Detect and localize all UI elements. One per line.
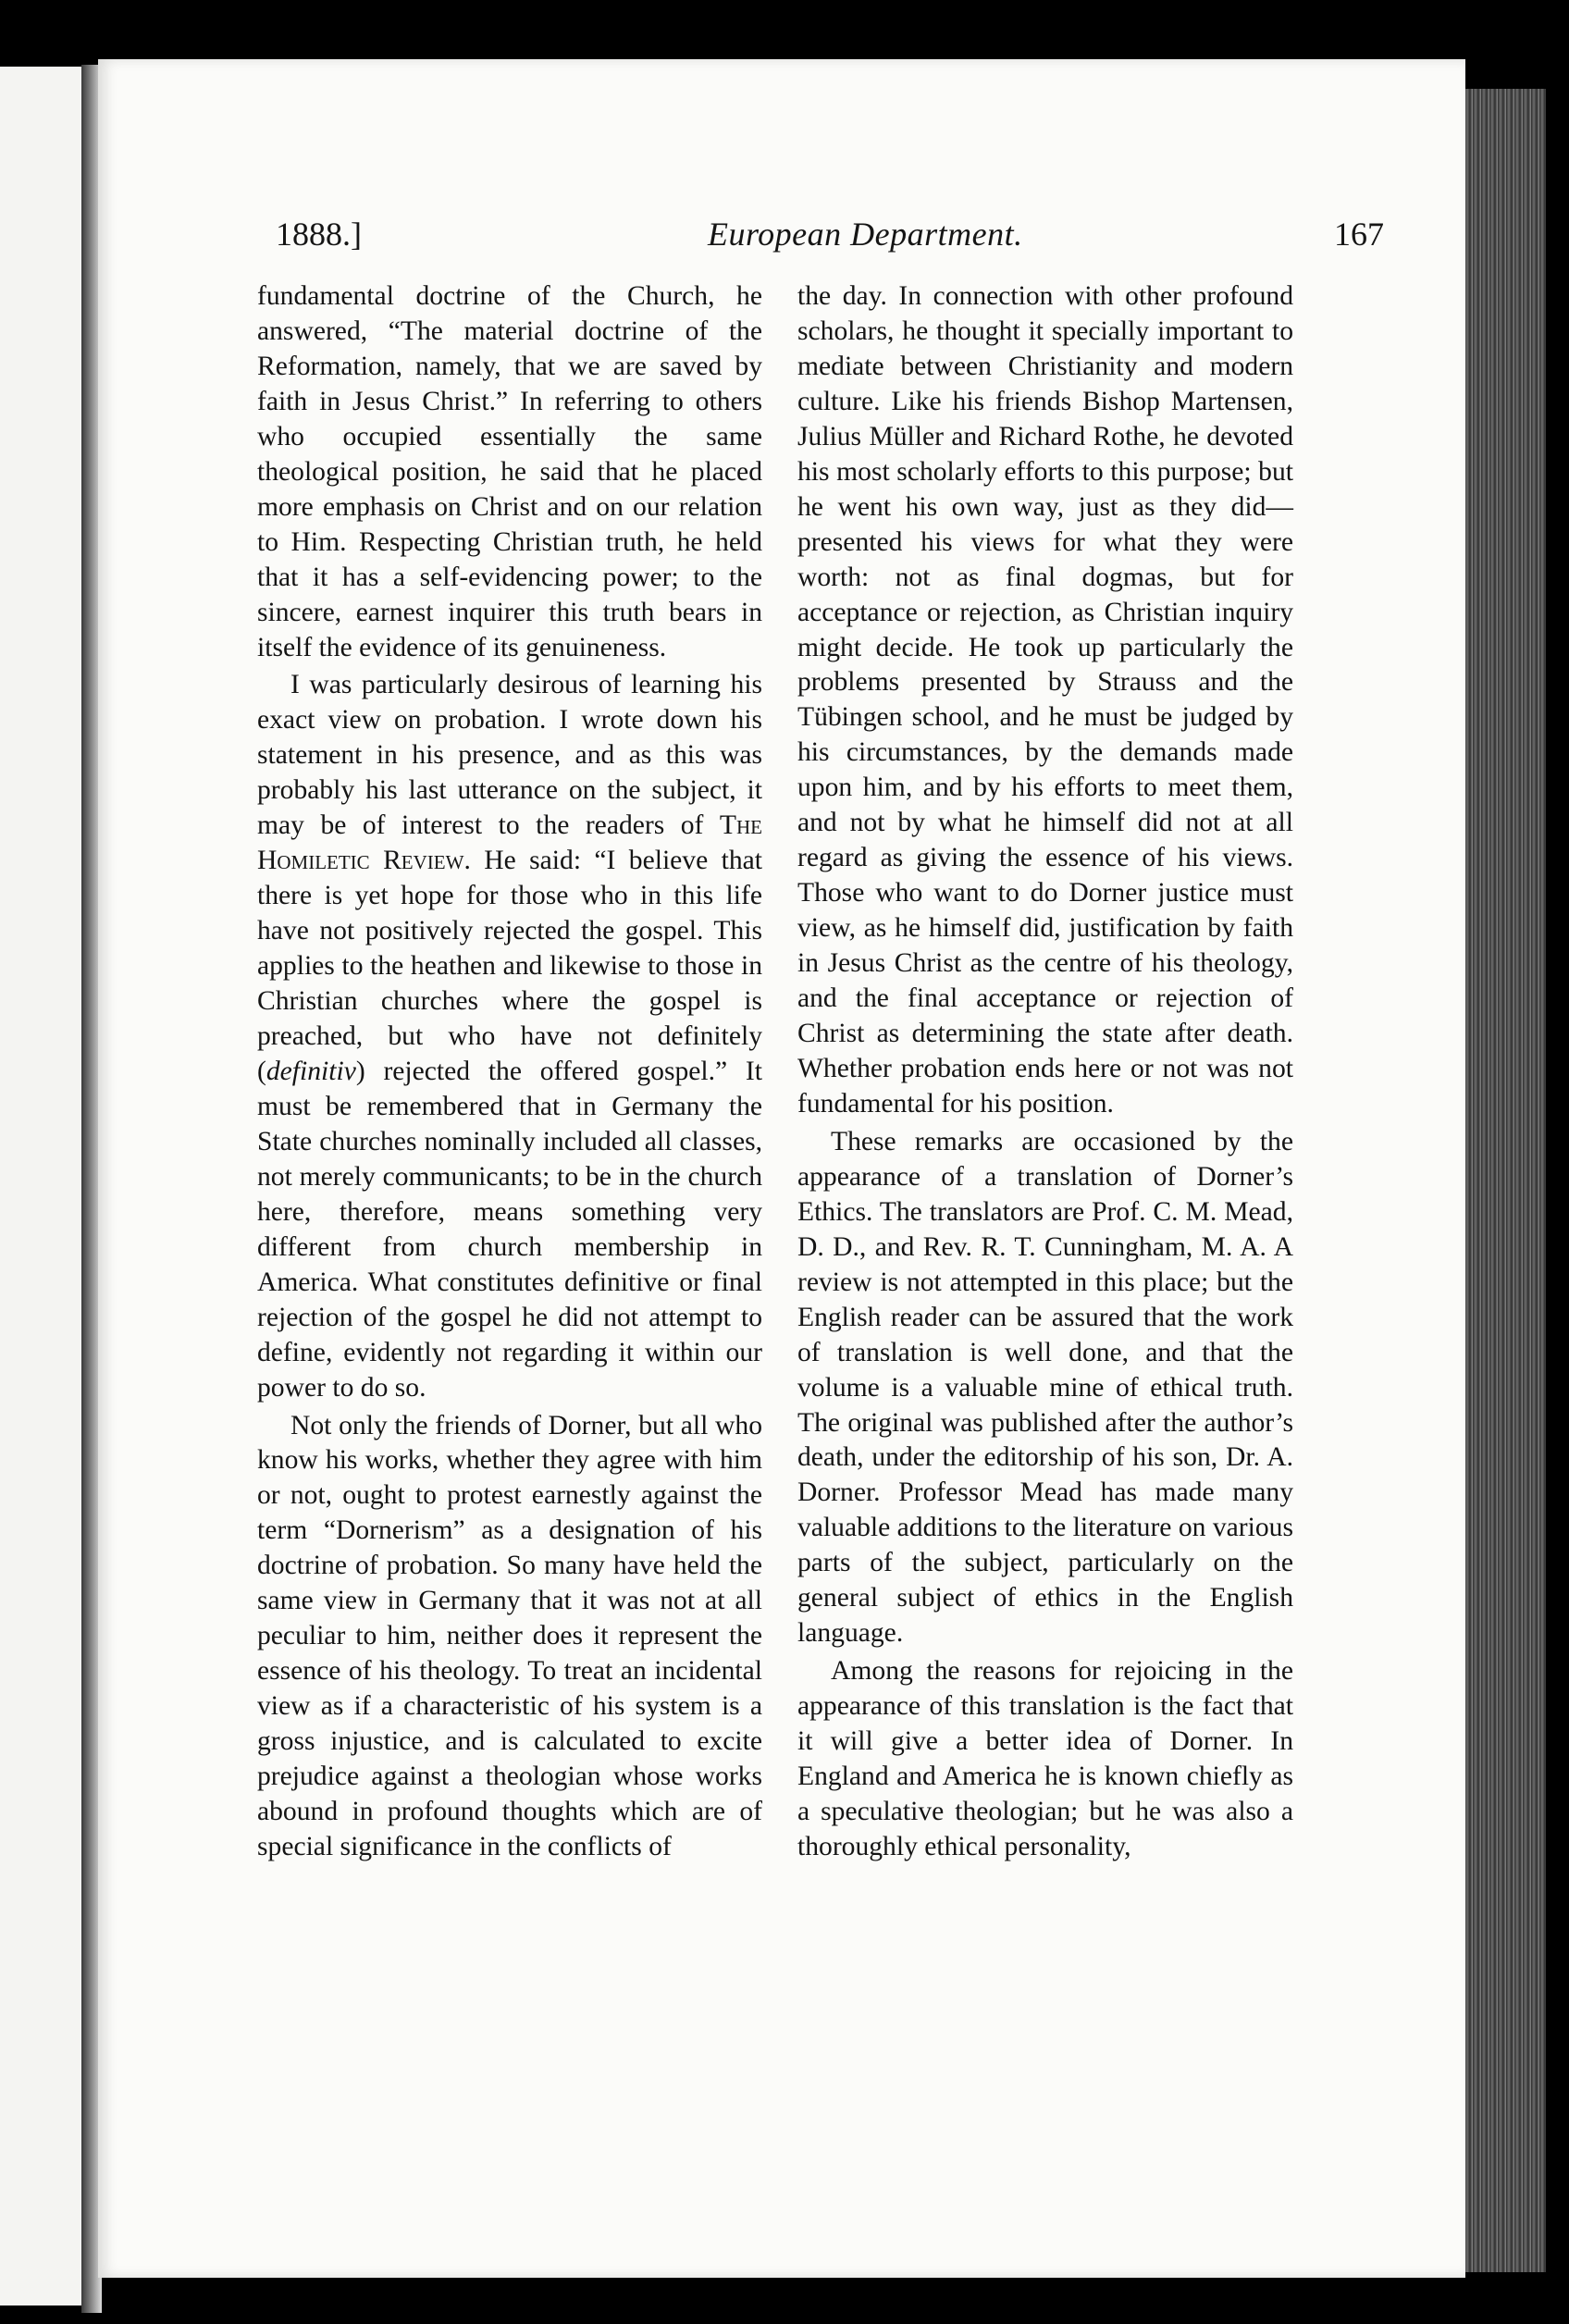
paragraph: fundamental doctrine of the Church, he answered, “The material doctrine of the Reformation, namely, that we are saved by faith in Jesus Christ.” In referring to others who occupied essentially the same theological position, he said that he placed more emphasis on Christ and on our relation to Him. Respecting Christian truth, he held that it has a self-evidencing power; to the sincere, earnest inquirer this truth bears in itself the evidence of its genuineness. <box>257 281 762 662</box>
header-section-title: European Department. <box>708 216 1023 253</box>
text-run: He said: “I believe that there is yet hope for those who in this life have not positively rejected the gospel. This applies to the heathen and likewise to those in Christian churches where the gospel is preached, but who have not definitely ( <box>257 846 763 1086</box>
german-term: definitiv <box>266 1056 356 1086</box>
paragraph: These remarks are occasioned by the appearance of a translation of Dorner’s Ethics. The translators are Prof. C. M. Mead, D. D., and Rev. R. T. Cunningham, M. A. A review is not attempted in this place; but the English reader can be assured that the work of translation is well done, and that the volume is a valuable mine of ethical truth. The original was published after the author’s death, under the editorship of his son, Dr. A. Dorner. Professor Mead has made many valuable additions to the literature on various parts of the subject, particularly on the general subject of ethics in the English language. <box>797 1126 1293 1649</box>
paragraph <box>257 668 762 1405</box>
paragraph: Not only the friends of Dorner, but all who know his works, whether they agree with him or not, ought to protest earnestly against the term “Dornerism” as a designation of his doctrine of probation. So many have held the same view in Germany that it was not at all peculiar to him, neither does it represent the essence of his theology. To treat an incidental view as if a characteristic of his system is a gross injustice, and is calculated to excite prejudice against a theologian whose works abound in profound thoughts which are of special significance in the conflicts of <box>257 1410 762 1861</box>
paragraph: Among the reasons for rejoicing in the appearance of this translation is the fact that it will give a better idea of Dorner. In England and America he is known chiefly as a speculative theologian; but he was also a thoroughly ethical personality, <box>797 1656 1293 1861</box>
page-number: 167 <box>1334 216 1384 253</box>
header-year: 1888.] <box>276 216 362 253</box>
text-run: I was particularly desirous of learning his exact view on probation. I wrote down his statement in his presence, and as this was probably his last utterance on the subject, it may be of interest to the readers of <box>257 670 762 841</box>
right-text-column <box>797 279 1293 1865</box>
running-header <box>176 215 1384 270</box>
page-stack-edge <box>1462 89 1546 2272</box>
text-run: ) rejected the offered gospel.” It must be remembered that in Germany the State churches nominally included all classes, not merely communicants; to be in the church here, therefore, means something very different from church membership in America. What constitutes definitive or final rejection of the gospel he did not attempt to define, evidently not regarding it within our power to do so. <box>257 1056 762 1403</box>
facing-page-edge <box>0 67 84 2305</box>
paragraph: the day. In connection with other profound scholars, he thought it specially important to mediate between Christianity and modern culture. Like his friends Bishop Martensen, Julius Müller and Richard Rothe, he devoted his most scholarly efforts to this purpose; but he went his own way, just as they did—presented his views for what they were worth: not as final dogmas, but for acceptance or rejection, as Christian inquiry might decide. He took up particularly the problems presented by Strauss and the Tübingen school, and he must be judged by his circumstances, by the demands made upon him, and by his efforts to meet them, and not by what he himself did not at all regard as giving the essence of his views. Those who want to do Dorner justice must view, as he himself did, justification by faith in Jesus Christ as the centre of his theology, and the final acceptance or rejection of Christ as determining the state after death. Whether probation ends here or not was not fundamental for his position. <box>797 281 1293 1119</box>
journal-title: The Homiletic Review. <box>257 810 762 876</box>
left-text-column <box>257 279 762 1865</box>
